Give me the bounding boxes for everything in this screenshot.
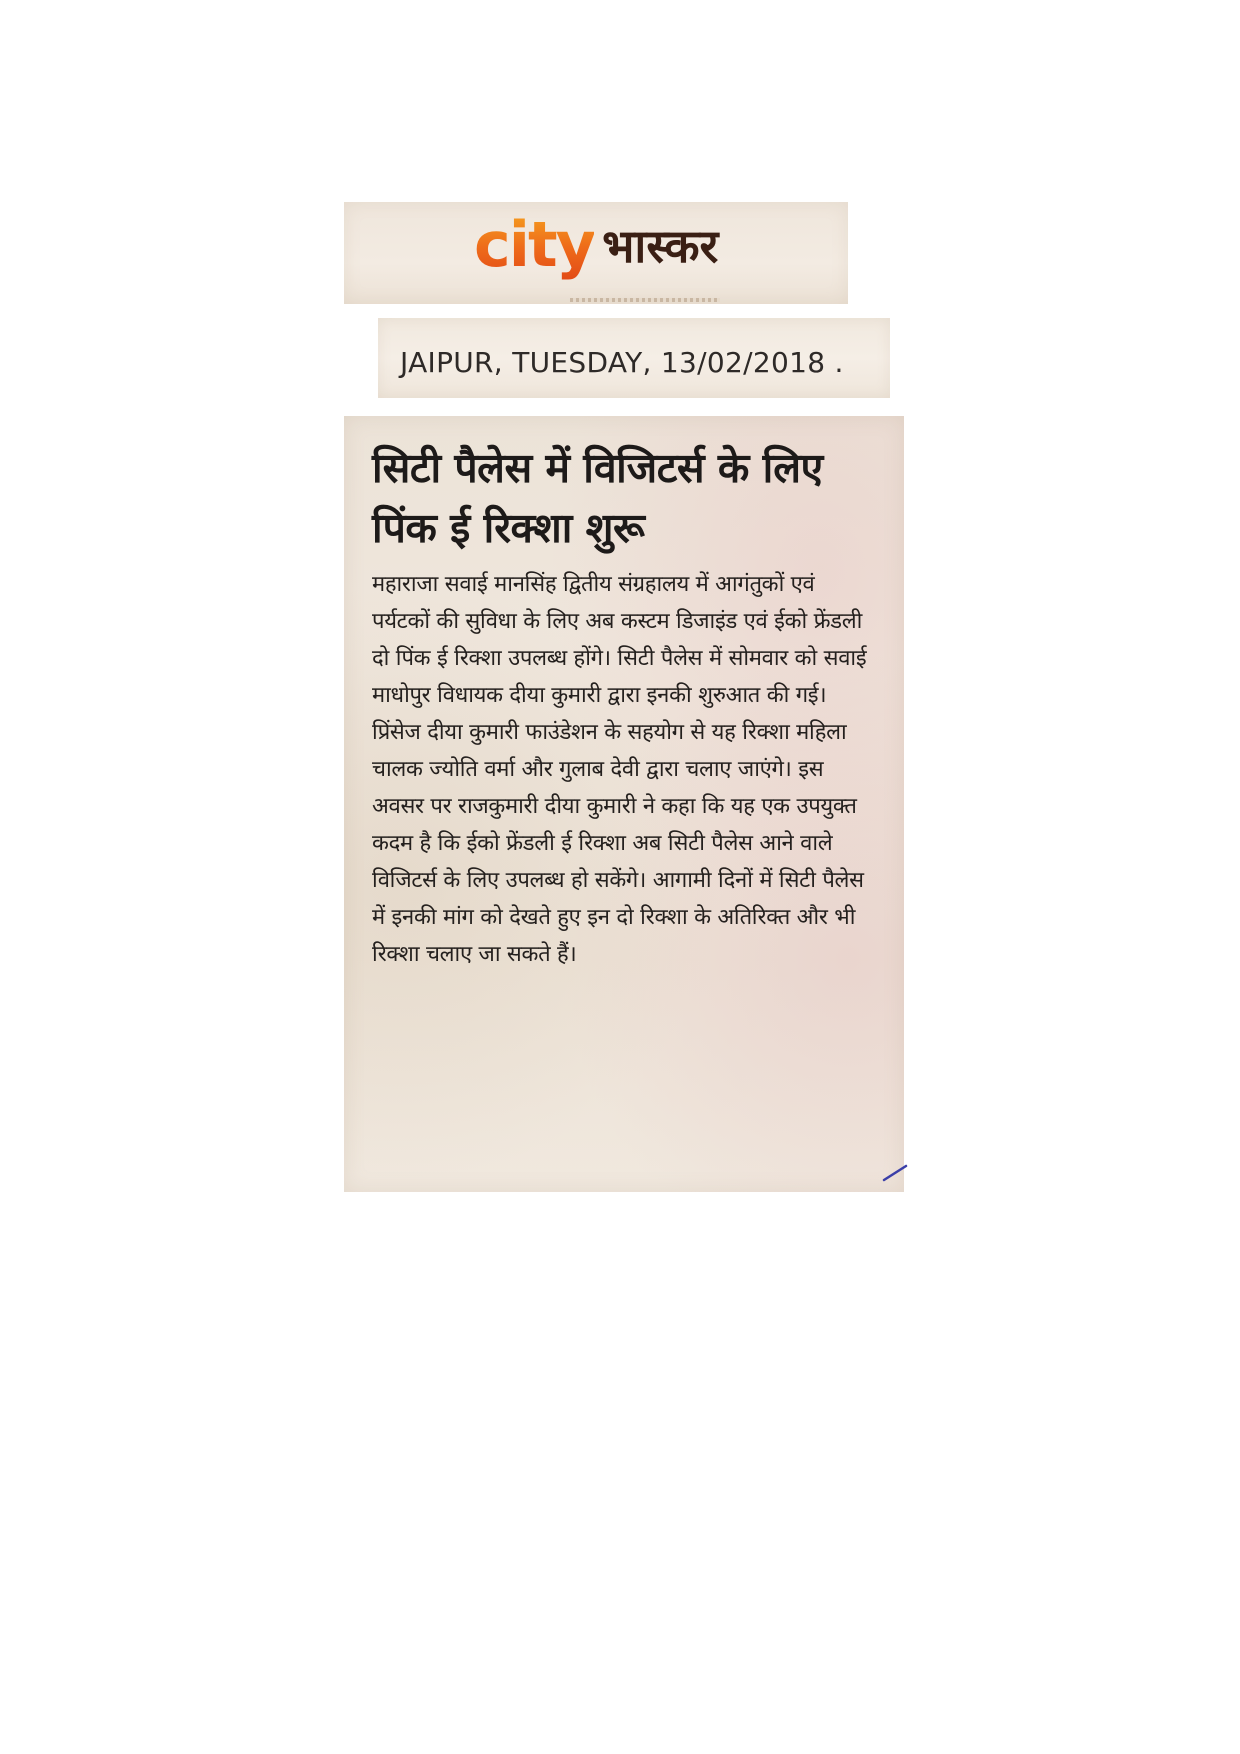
masthead: [344, 202, 848, 304]
dateline-strip: [378, 318, 890, 398]
logo-city-text: city: [474, 208, 595, 281]
article: [344, 416, 904, 1192]
article-headline: सिटी पैलेस में विजिटर्स के लिए पिंक ई रिक्शा शुरू: [372, 444, 823, 552]
article-body: महाराजा सवाई मानसिंह द्वितीय संग्रहालय में आगंतुकों एवं पर्यटकों की सुविधा के लिए अब कस्टम डिजाइंड एवं ईको फ्रेंडली दो पिंक ई रिक्शा उपलब्ध होंगे। सिटी पैलेस में सोमवार को सवाई माधोपुर विधायक दीया कुमारी द्वारा इनकी शुरुआत की गई। प्रिंसेज दीया कुमारी फाउंडेशन के सहयोग से यह रिक्शा महिला चालक ज्योति वर्मा और गुलाब देवी द्वारा चलाए जाएंगे। इस अवसर पर राजकुमारी दीया कुमारी ने कहा कि यह एक उपयुक्त कदम है कि ईको फ्रेंडली ई रिक्शा अब सिटी पैलेस आने वाले विजिटर्स के लिए उपलब्ध हो सकेंगे। आगामी दिनों में सिटी पैलेस में इनकी मांग को देखते हुए इन दो रिक्शा के अतिरिक्त और भी रिक्शा चलाए जा सकते हैं।: [372, 572, 867, 967]
newspaper-logo: [474, 208, 719, 281]
logo-bhaskar-text: भास्कर: [602, 219, 719, 273]
pen-mark: [882, 1162, 908, 1182]
logo-underline: [570, 298, 720, 302]
newspaper-clipping: [344, 202, 904, 1192]
dateline: JAIPUR, TUESDAY, 13/02/2018 .: [400, 346, 844, 379]
